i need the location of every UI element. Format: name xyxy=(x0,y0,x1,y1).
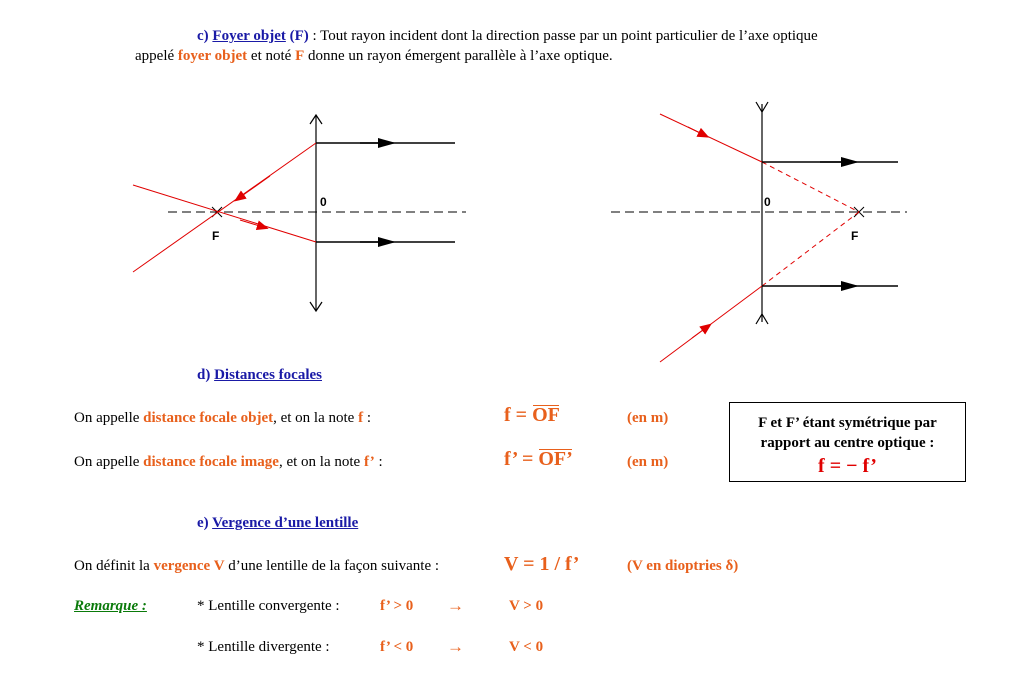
section-c-term: foyer objet xyxy=(177,48,248,64)
box-formula: f = − f’ xyxy=(818,455,877,477)
vergence-unit: (V en dioptries δ) xyxy=(627,558,739,574)
origin-label: 0 xyxy=(320,195,327,209)
ray-arrow xyxy=(239,176,270,198)
focus-label: F xyxy=(851,229,859,243)
formula-rhs: OF xyxy=(532,404,560,426)
arrow-right-icon: → xyxy=(447,637,464,656)
virtual-ray-upper xyxy=(762,162,859,212)
remarque-row1-result: V > 0 xyxy=(509,598,544,614)
section-e-title: Vergence d’une lentille xyxy=(212,515,359,531)
text: : xyxy=(363,410,372,426)
section-c-prefix: c) xyxy=(197,28,213,44)
incident-ray-lower xyxy=(133,185,316,242)
term: vergence V xyxy=(153,558,225,574)
section-c-text2b: et noté xyxy=(247,48,296,64)
unit-2: (en m) xyxy=(627,454,669,470)
text: , et on la note xyxy=(278,454,364,470)
text: On définit la xyxy=(74,558,154,574)
symmetry-box xyxy=(729,402,966,482)
section-c-title: Foyer objet xyxy=(212,28,286,44)
formula-rhs: OF’ xyxy=(538,448,573,470)
term: distance focale image xyxy=(143,454,279,470)
section-c-text2c: donne un rayon émergent parallèle à l’axe optique. xyxy=(304,48,613,64)
converging-lens-diagram xyxy=(133,115,466,311)
unit-1: (en m) xyxy=(627,410,669,426)
text: On appelle xyxy=(74,410,144,426)
text: On appelle xyxy=(74,454,144,470)
section-d-prefix: d) xyxy=(197,367,215,383)
virtual-ray-lower xyxy=(762,212,859,286)
text: : xyxy=(374,454,383,470)
focal-object-line xyxy=(74,410,371,427)
section-e-heading xyxy=(197,515,358,532)
formula-lhs: f’ = xyxy=(504,448,539,470)
formula-lhs: f = xyxy=(504,404,533,426)
section-e-prefix: e) xyxy=(197,515,213,531)
text: d’une lentille de la façon suivante : xyxy=(224,558,440,574)
incident-ray-lower xyxy=(660,286,762,362)
arrow-right-icon: → xyxy=(447,596,464,615)
origin-label: 0 xyxy=(764,195,771,209)
term: distance focale objet xyxy=(143,410,274,426)
box-line2: rapport au centre optique : xyxy=(760,435,935,451)
symbol: f’ xyxy=(363,454,375,470)
vergence-line xyxy=(74,558,439,575)
incident-ray-upper xyxy=(660,114,762,162)
diverging-lens-diagram xyxy=(611,102,907,362)
remarque-row1-cond: f’ > 0 xyxy=(380,598,414,614)
text: , et on la note xyxy=(273,410,359,426)
remarque-row2-cond: f’ < 0 xyxy=(380,639,414,655)
section-d-heading xyxy=(197,367,322,384)
symbol: f xyxy=(358,410,364,426)
ray-arrow xyxy=(692,327,707,338)
focus-label: F xyxy=(212,229,220,243)
box-line1: F et F’ étant symétrique par xyxy=(758,415,937,431)
ray-arrow xyxy=(240,220,263,227)
section-c-text1: : Tout rayon incident dont la direction passe par un point particulier de l’axe optique xyxy=(308,28,818,44)
formula-f xyxy=(504,404,560,427)
remarque-row2-result: V < 0 xyxy=(509,639,544,655)
section-c-text2a: appelé xyxy=(135,48,178,64)
focal-image-line xyxy=(74,454,383,471)
section-c-F: F xyxy=(295,48,305,64)
remarque-label: Remarque : xyxy=(74,598,147,614)
incident-ray-upper xyxy=(133,143,316,272)
remarque-row1-label: * Lentille convergente : xyxy=(197,598,340,614)
ray-arrow xyxy=(688,127,704,135)
section-c-symbol: (F) xyxy=(285,28,309,44)
section-d-title: Distances focales xyxy=(214,367,322,383)
vergence-formula: V = 1 / f’ xyxy=(504,553,580,575)
formula-f-prime xyxy=(504,448,573,471)
remarque-row2-label: * Lentille divergente : xyxy=(197,639,330,655)
